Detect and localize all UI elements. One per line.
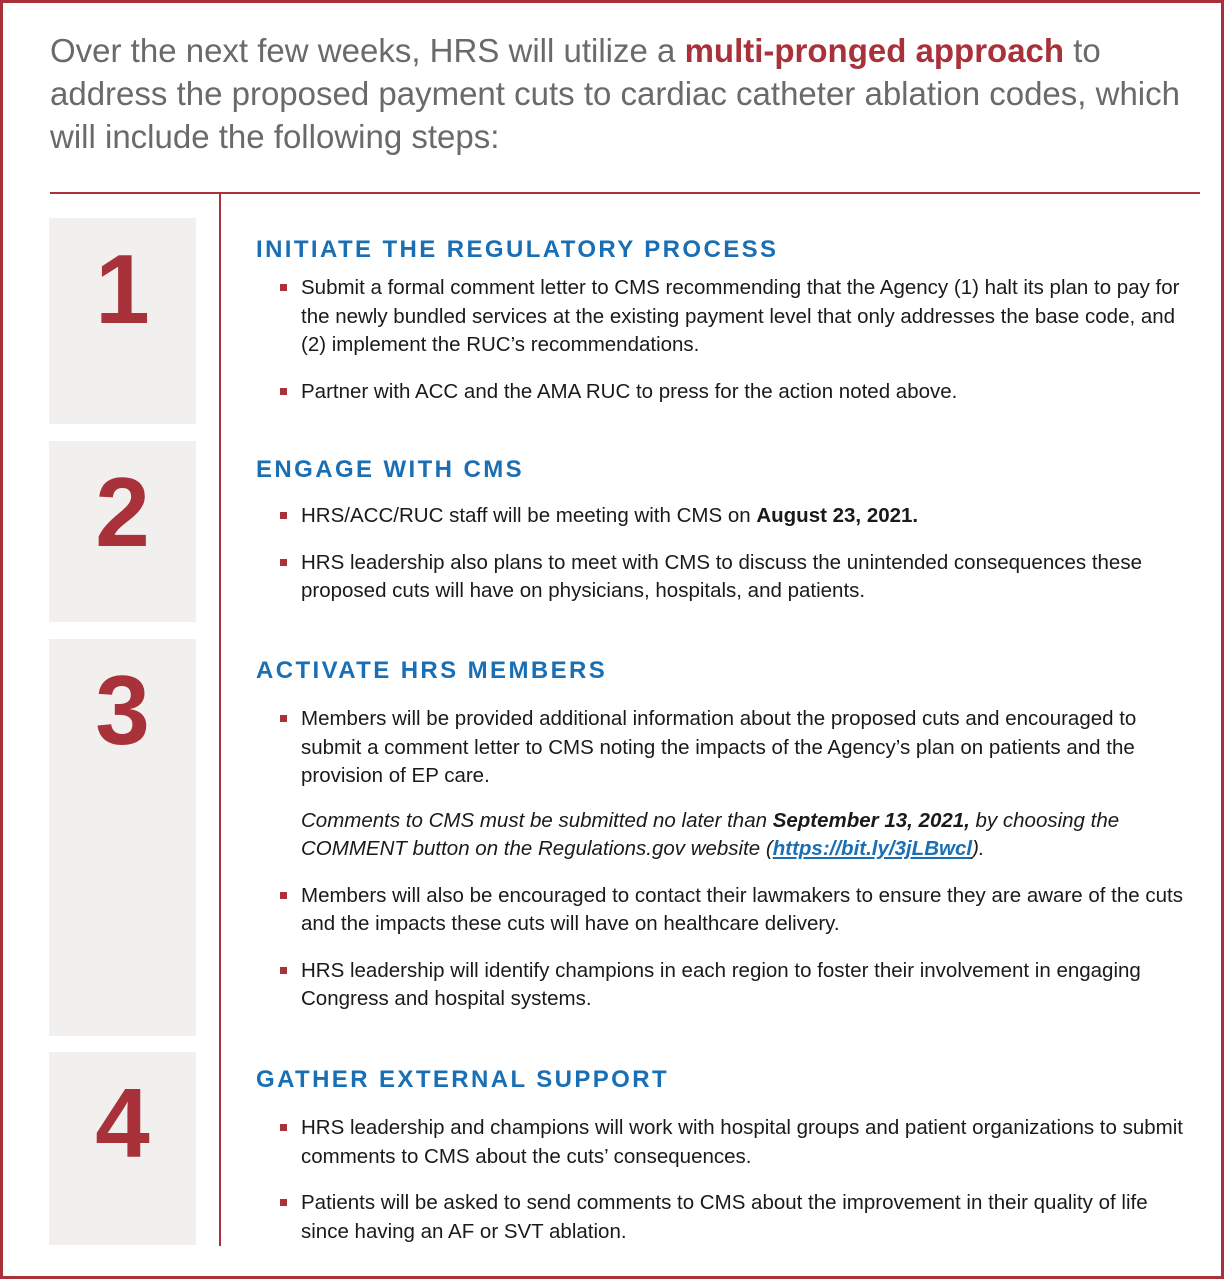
comment-deadline-note [256,807,1191,864]
step-3-title: ACTIVATE HRS MEMBERS [256,657,608,684]
step-4-bullet-list [256,1114,1191,1246]
bullet-square-icon [280,892,287,899]
bullet-square-icon [280,1124,287,1131]
note-text: by choosing the COMMENT button on the Regulations.gov website ( [301,808,1120,860]
intro-text-after: to address the proposed payment cuts to cardiac catheter ablation codes, which will include the following steps: [50,32,1180,155]
intro-paragraph [50,29,1180,158]
bullet-text: Members will also be encouraged to contact their lawmakers to ensure they are aware of the cuts and the impacts these cuts will have on healthcare delivery. [301,883,1183,935]
regulations-link[interactable]: https://bit.ly/3jLBwcl [772,837,973,860]
bullet-square-icon [280,284,287,291]
intro-highlight: multi-pronged approach [684,32,1065,69]
list-item [256,1114,1191,1171]
step-2-title: ENGAGE WITH CMS [256,456,524,483]
step-4-number-box [49,1052,196,1245]
step-3-number-box [49,639,196,1036]
list-item [256,957,1191,1014]
note-text: Comments to CMS must be submitted no later than [301,808,773,832]
step-3-section [256,657,1191,1032]
bullet-text: HRS leadership and champions will work with hospital groups and patient organizations to submit comments to CMS about the cuts’ consequences. [301,1116,1183,1168]
bullet-text: HRS leadership will identify champions in each region to foster their involvement in engaging Congress and hospital systems. [301,958,1141,1010]
step-1-bullet-list [256,274,1191,406]
bullet-square-icon [280,1199,287,1206]
step-4-number: 4 [95,1068,150,1178]
list-item [256,274,1191,360]
step-4-title: GATHER EXTERNAL SUPPORT [256,1066,670,1093]
step-1-number: 1 [95,234,150,344]
step-3-bullet-list-continued [256,882,1191,1014]
vertical-divider [219,192,221,1246]
horizontal-divider [50,192,1200,194]
bullet-square-icon [280,967,287,974]
list-item [256,882,1191,939]
list-item [256,378,1191,407]
bullet-text: Patients will be asked to send comments to CMS about the improvement in their quality of life since having an AF or SVT ablation. [301,1191,1148,1243]
step-2-bullet-list [256,502,1191,606]
list-item [256,549,1191,606]
bullet-text: HRS/ACC/RUC staff will be meeting with CMS on [301,504,757,527]
step-2-section [256,456,1191,624]
list-item [256,705,1191,791]
bullet-square-icon [280,715,287,722]
bullet-square-icon [280,388,287,395]
meeting-date: August 23, 2021. [756,504,919,527]
bullet-text: Partner with ACC and the AMA RUC to press for the action noted above. [301,379,958,403]
step-1-number-box [49,218,196,424]
step-3-number: 3 [95,655,150,765]
intro-text-before: Over the next few weeks, HRS will utilize a [50,32,685,69]
bullet-square-icon [280,559,287,566]
step-4-section [256,1066,1191,1264]
step-3-bullet-list [256,705,1191,791]
step-1-section [256,236,1191,424]
step-1-title: INITIATE THE REGULATORY PROCESS [256,236,779,263]
list-item [256,1189,1191,1246]
list-item [256,502,1191,531]
bullet-square-icon [280,512,287,519]
step-2-number: 2 [95,457,150,567]
bullet-text: HRS leadership also plans to meet with CMS to discuss the unintended consequences these proposed cuts will have on physicians, hospitals, and patients. [301,550,1142,602]
note-text: ). [972,837,985,860]
bullet-text: Members will be provided additional information about the proposed cuts and encouraged to submit a comment letter to CMS noting the impacts of the Agency’s plan on patients and the provision of EP care. [301,707,1137,787]
bullet-text: Submit a formal comment letter to CMS recommending that the Agency (1) halt its plan to pay for the newly bundled services at the existing payment level that only addresses the base code, and (2) implement the RUC’s recommendations. [301,276,1180,356]
deadline-date: September 13, 2021, [772,808,970,832]
step-2-number-box [49,441,196,622]
